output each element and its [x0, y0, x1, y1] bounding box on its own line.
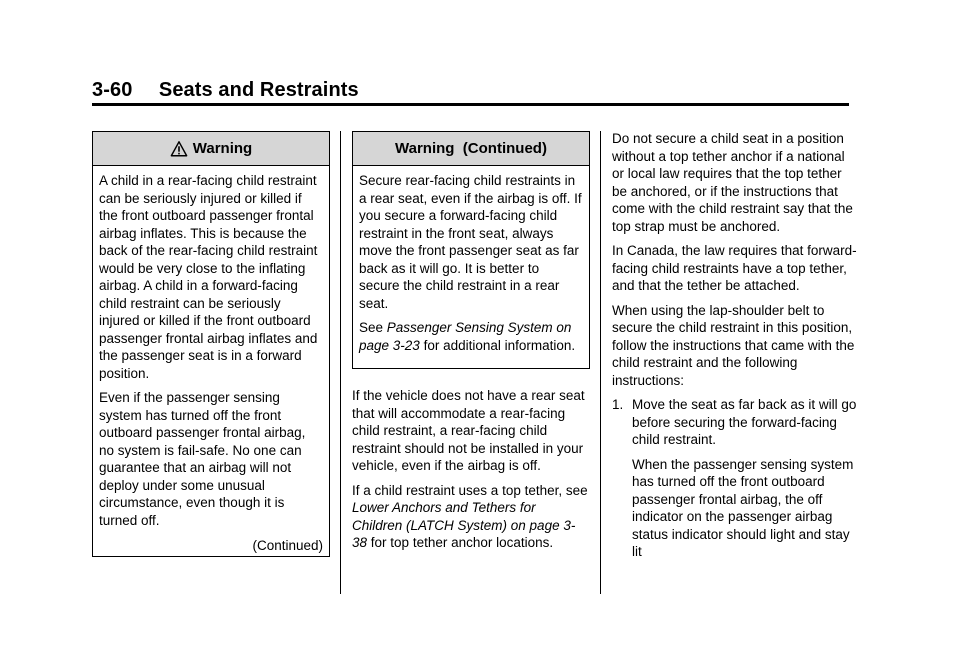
- body-paragraph: If the vehicle does not have a rear seat that will accommodate a rear-facing child restraint, a rear-facing child restraint should not be installed in your vehicle, even if the airbag is off.: [352, 388, 585, 473]
- see-prefix: See: [359, 320, 384, 335]
- warning-title: Warning (Continued): [395, 140, 547, 157]
- page-header: [92, 79, 359, 102]
- step-subtext: When the passenger sensing system has turned off the front outboard passenger frontal airbag, the off indicator on the passenger airbag status indicator should light and stay lit: [632, 456, 854, 559]
- warning-title: Warning: [192, 140, 253, 157]
- see-suffix: for additional information.: [423, 337, 576, 353]
- warning-see-reference: [359, 319, 583, 354]
- warning-body: [93, 166, 329, 529]
- cross-reference-link[interactable]: Passenger Sensing System on page 3-23: [359, 320, 572, 353]
- column-2-text: [352, 387, 588, 559]
- warning-triangle-icon: [170, 140, 188, 158]
- numbered-step: [612, 396, 857, 568]
- page-number: 3-60: [92, 79, 133, 101]
- warning-paragraph: Even if the passenger sensing system has turned off the front outboard passenger frontal airbag, no system is fail-safe. No one can guarantee that an airbag will not deploy under some unusual circumstance, even though it is turned off.: [99, 390, 306, 528]
- cross-reference-link[interactable]: Lower Anchors and Tethers for Children (LATCH System) on page 3-38: [352, 500, 576, 550]
- step-text: Move the seat as far back as it will go before securing the forward-facing child restraint.: [632, 397, 857, 447]
- section-title: Seats and Restraints: [158, 79, 359, 101]
- body-paragraph: [352, 482, 588, 552]
- body-paragraph: In Canada, the law requires that forward-facing child restraints have a top tether, and that the tether be attached.: [612, 243, 857, 293]
- warning-paragraph: Secure rear-facing child restraints in a rear seat, even if the airbag is off. If you secure a forward-facing child restraint in the front seat, always move the front passenger seat as far back as it will go. It is better to secure the child restraint in a rear seat.: [359, 173, 582, 311]
- step-body: [632, 396, 857, 568]
- warning-paragraph: A child in a rear-facing child restraint can be seriously injured or killed if the front outboard passenger frontal airbag inflates. This is because the back of the rear-facing child restraint would be very close to the inflating airbag. A child in a forward-facing child restraint can be seriously injured or killed if the front outboard passenger frontal airbag inflates and the passenger seat is in a forward position.: [99, 173, 318, 381]
- warning-body: [353, 166, 589, 354]
- step-number: 1.: [612, 397, 624, 412]
- paragraph-suffix: for top tether anchor locations.: [370, 535, 554, 550]
- body-paragraph: When using the lap-shoulder belt to secure the child restraint in this position, follow the instructions that came with the child restraint and the following instructions:: [612, 302, 855, 388]
- body-paragraph: Do not secure a child seat in a position without a top tether anchor if a national or local law requires that the top tether be anchored, or if the instructions that come with the child restraint say that the top strap must be anchored.: [612, 131, 853, 234]
- column-divider: [340, 131, 341, 594]
- column-divider: [600, 131, 601, 594]
- warning-box-header: [353, 132, 589, 166]
- column-3-text: [612, 130, 857, 568]
- warning-box-continued: [352, 131, 590, 369]
- continued-label: (Continued): [252, 538, 323, 553]
- header-rule: [92, 103, 849, 106]
- paragraph-prefix: If a child restraint uses a top tether, see: [352, 482, 588, 498]
- warning-box: [92, 131, 330, 557]
- warning-box-header: [93, 132, 329, 166]
